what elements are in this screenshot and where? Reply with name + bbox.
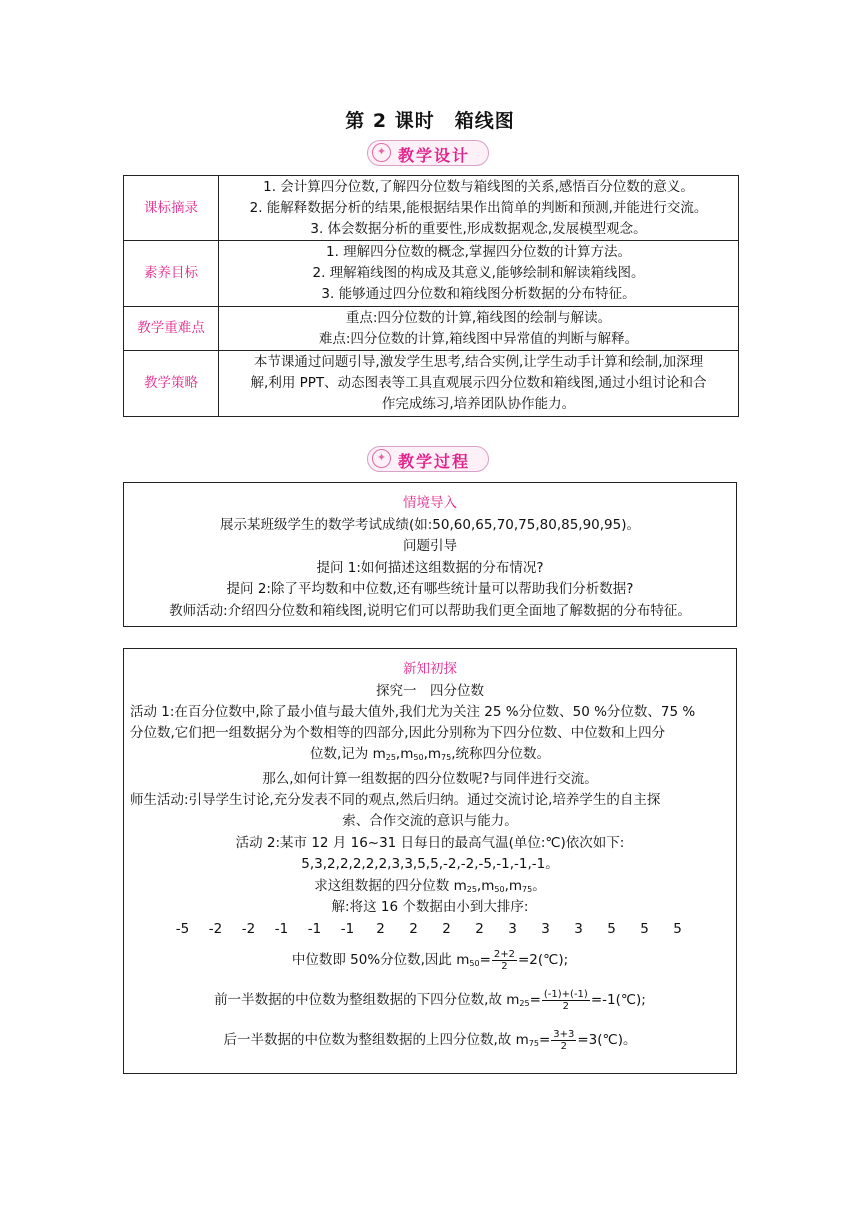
question-line: 那么,如何计算一组数据的四分位数呢?与同伴进行交流。 [262,770,598,787]
badge-label: 教学设计 [398,146,471,165]
sorted-value: 2 [409,920,418,937]
teacher-activity [124,790,736,832]
content-line: 解,利用 PPT、动态图表等工具直观展示四分位数和箱线图,通过小组讨论和合 [250,375,707,392]
row-content [219,241,739,306]
sorted-value: 3 [541,920,550,937]
row-header: 教学策略 [124,351,219,416]
table-row [124,351,739,416]
intro-heading: 情境导入 [403,495,457,511]
badge-icon: ✦ [372,143,391,162]
content-line: 2. 能解释数据分析的结果,能根据结果作出简单的判断和预测,并能进行交流。 [249,199,708,216]
sorted-value: 3 [574,920,583,937]
paragraph-line: 师生活动:引导学生讨论,充分发表不同的观点,然后归纳。通过交流讨论,培养学生的自主探 [130,792,661,809]
content-line: 3. 能够通过四分位数和箱线图分析数据的分布特征。 [321,285,636,302]
temperature-data: 5,3,2,2,2,2,2,3,3,5,5,-2,-2,-5,-1,-1,-1。 [301,856,559,873]
row-content [219,306,739,351]
intro-line: 提问 2:除了平均数和中位数,还有哪些统计量可以帮助我们分析数据? [226,581,634,597]
badge-label: 教学过程 [398,452,471,471]
intro-box [123,482,737,627]
sorted-value: -2 [208,920,223,937]
formula-upper-quartile: 后一半数据的中位数为整组数据的上四分位数,故 $m_{75}=$ $\frac{3+3}{2}$ =3(℃)。 [223,1028,637,1052]
sorted-value: 3 [508,920,517,937]
sorted-value: -1 [274,920,289,937]
fraction: $\frac{(-1)+(-1)}{2}$ [543,988,588,1012]
sorted-value: -1 [307,920,322,937]
row-header: 素养目标 [124,241,219,306]
fraction: $\frac{2+2}{2}$ [493,948,515,972]
sorted-value: 5 [640,920,649,937]
section-badge-process [367,446,489,472]
activity1-paragraph [124,702,736,769]
paragraph-line: 位数,记为 $m_{25},m_{50},m_{75}$,统称四分位数。 [310,746,550,763]
intro-line: 问题引导 [403,538,457,554]
solution-line: 解:将这 16 个数据由小到大排序: [331,899,529,916]
formula-median: 中位数即 50%分位数,因此 $m_{50}=$ $\frac{2+2}{2}$ =2(℃); [291,948,569,972]
content-line: 1. 理解四分位数的概念,掌握四分位数的计算方法。 [326,244,631,261]
content-line: 本节课通过问题引导,激发学生思考,结合实例,让学生动手计算和绘制,加深理 [253,354,704,371]
design-table [123,175,739,417]
row-content [219,176,739,241]
activity2-line: 活动 2:某市 12 月 16~31 日每日的最高气温(单位:℃)依次如下: [235,834,625,851]
sorted-value: 5 [673,920,682,937]
sorted-value: -2 [241,920,256,937]
content-line: 重点:四分位数的计算,箱线图的绘制与解读。 [345,309,612,326]
table-row [124,176,739,241]
fraction: $\frac{3+3}{2}$ [553,1028,575,1052]
sorted-value: 2 [475,920,484,937]
table-row [124,241,739,306]
sorted-value: -1 [340,920,355,937]
table-row [124,306,739,351]
badge-icon: ✦ [372,449,391,468]
row-header: 教学重难点 [124,306,219,351]
content-line: 作完成练习,培养团队协作能力。 [381,395,576,412]
sorted-value: -5 [175,920,190,937]
new-knowledge-box [123,648,737,1074]
content-line: 2. 理解箱线图的构成及其意义,能够绘制和解读箱线图。 [312,265,645,282]
sorted-value: 2 [442,920,451,937]
sorted-value: 2 [376,920,385,937]
intro-line: 展示某班级学生的数学考试成绩(如:50,60,65,70,75,80,85,90,95)。 [219,516,640,533]
question-line: 求这组数据的四分位数 $m_{25},m_{50},m_{75}$。 [314,877,546,894]
newknow-heading: 新知初探 [403,661,457,677]
row-header: 课标摘录 [124,176,219,241]
intro-line: 教师活动:介绍四分位数和箱线图,说明它们可以帮助我们更全面地了解数据的分布特征。 [169,602,691,619]
page-title: 第 2 课时 箱线图 [345,110,515,132]
formula-lower-quartile: 前一半数据的中位数为整组数据的下四分位数,故 $m_{25}=$ $\frac{(-1)+(-1)}{2}$ =-1(℃); [214,988,646,1012]
content-line: 难点:四分位数的计算,箱线图中异常值的判断与解释。 [318,330,639,347]
paragraph-line: 活动 1:在百分位数中,除了最小值与最大值外,我们尤为关注 25 %分位数、50 %分位数、75 % [130,704,696,720]
content-line: 3. 体会数据分析的重要性,形成数据观念,发展模型观念。 [310,220,647,237]
sorted-value: 5 [607,920,616,937]
paragraph-line: 分位数,它们把一组数据分为个数相等的四部分,因此分别称为下四分位数、中位数和上四分 [130,725,666,742]
section-badge-design [367,140,489,166]
content-line: 1. 会计算四分位数,了解四分位数与箱线图的关系,感悟百分位数的意义。 [263,179,694,195]
row-content [219,351,739,416]
sorted-data [124,919,736,941]
paragraph-line: 索、合作交流的意识与能力。 [342,813,518,830]
newknow-subheading: 探究一 四分位数 [376,682,484,699]
intro-line: 提问 1:如何描述这组数据的分布情况? [316,559,544,576]
